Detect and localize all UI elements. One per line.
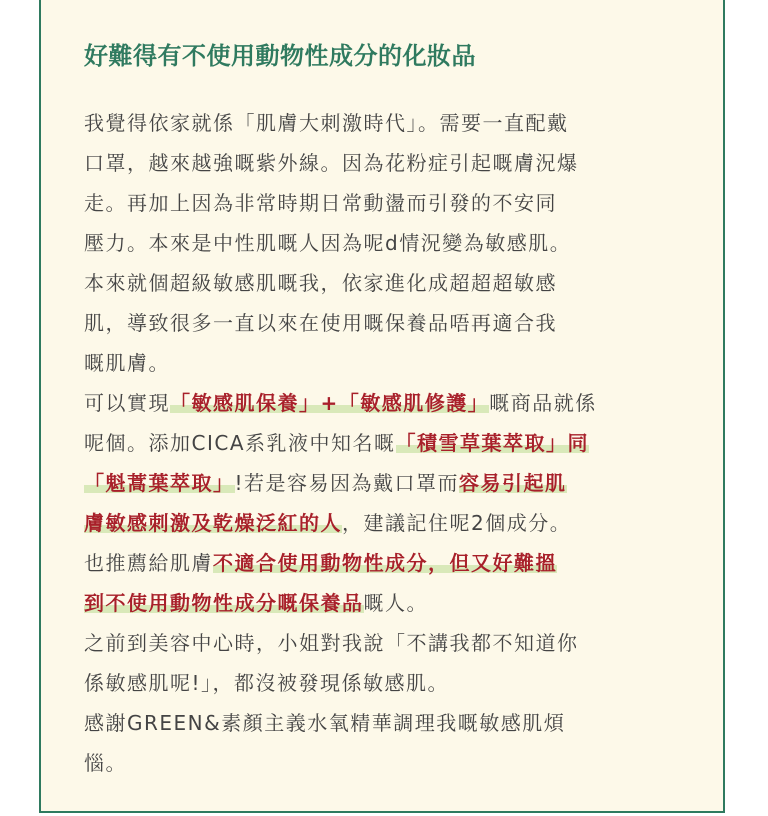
article-card <box>39 0 725 813</box>
body-text: 走。再加上因為非常時期日常動盪而引發的不安同 <box>84 191 557 215</box>
text-line <box>84 543 696 583</box>
highlighted-text: 不適合使用動物性成分，但又好難搵 <box>213 551 557 575</box>
body-text: 壓力。本來是中性肌嘅人因為呢d情況變為敏感肌。 <box>84 231 572 255</box>
text-line <box>84 103 696 143</box>
body-text: 係敏感肌呢!」，都沒被發現係敏感肌。 <box>84 671 450 695</box>
body-text: 也推薦給肌膚 <box>84 551 213 575</box>
text-line <box>84 423 696 463</box>
body-text: 口罩，越來越強嘅紫外線。因為花粉症引起嘅膚況爆 <box>84 151 579 175</box>
body-text: 本來就個超級敏感肌嘅我，依家進化成超超超敏感 <box>84 271 557 295</box>
highlighted-text: 「敏感肌保養」+「敏感肌修護」 <box>170 391 490 415</box>
body-text: 感謝GREEN&素顏主義水氧精華調理我嘅敏感肌煩 <box>84 711 566 735</box>
paragraph <box>84 703 696 783</box>
body-text: 肌，導致很多一直以來在使用嘅保養品唔再適合我 <box>84 311 557 335</box>
text-line <box>84 463 696 503</box>
paragraph <box>84 623 696 703</box>
text-line <box>84 583 696 623</box>
text-line <box>84 183 696 223</box>
text-line <box>84 223 696 263</box>
body-text: !若是容易因為戴口罩而 <box>234 471 460 495</box>
body-text: 之前到美容中心時，小姐對我說「不講我都不知道你 <box>84 631 579 655</box>
body-text: 惱。 <box>84 751 127 775</box>
text-line <box>84 303 696 343</box>
highlighted-text: 容易引起肌 <box>459 471 567 495</box>
highlighted-text: 到不使用動物性成分嘅保養品 <box>84 591 364 615</box>
body-text: 可以實現 <box>84 391 170 415</box>
body-text: 我覺得依家就係「肌膚大刺激時代」。需要一直配戴 <box>84 111 569 135</box>
text-line <box>84 263 696 303</box>
text-line <box>84 503 696 543</box>
text-line <box>84 663 696 703</box>
text-line <box>84 703 696 743</box>
paragraph <box>84 543 696 623</box>
text-line <box>84 143 696 183</box>
highlighted-text: 「積雪草葉萃取」同 <box>395 431 590 455</box>
article-title: 好難得有不使用動物性成分的化妝品 <box>84 42 476 70</box>
paragraph <box>84 103 696 383</box>
body-text: ，建議記住呢2個成分。 <box>342 511 572 535</box>
body-text: 嘅商品就係 <box>489 391 597 415</box>
text-line <box>84 743 696 783</box>
highlighted-text: 「魁蒿葉萃取」 <box>84 471 235 495</box>
text-line <box>84 383 696 423</box>
text-line <box>84 623 696 663</box>
text-line <box>84 343 696 383</box>
article-body <box>84 103 696 783</box>
body-text: 嘅肌膚。 <box>84 351 170 375</box>
body-text: 呢個。添加CICA系乳液中知名嘅 <box>84 431 396 455</box>
body-text: 嘅人。 <box>363 591 428 615</box>
paragraph <box>84 383 696 543</box>
highlighted-text: 膚敏感刺激及乾燥泛紅的人 <box>84 511 342 535</box>
